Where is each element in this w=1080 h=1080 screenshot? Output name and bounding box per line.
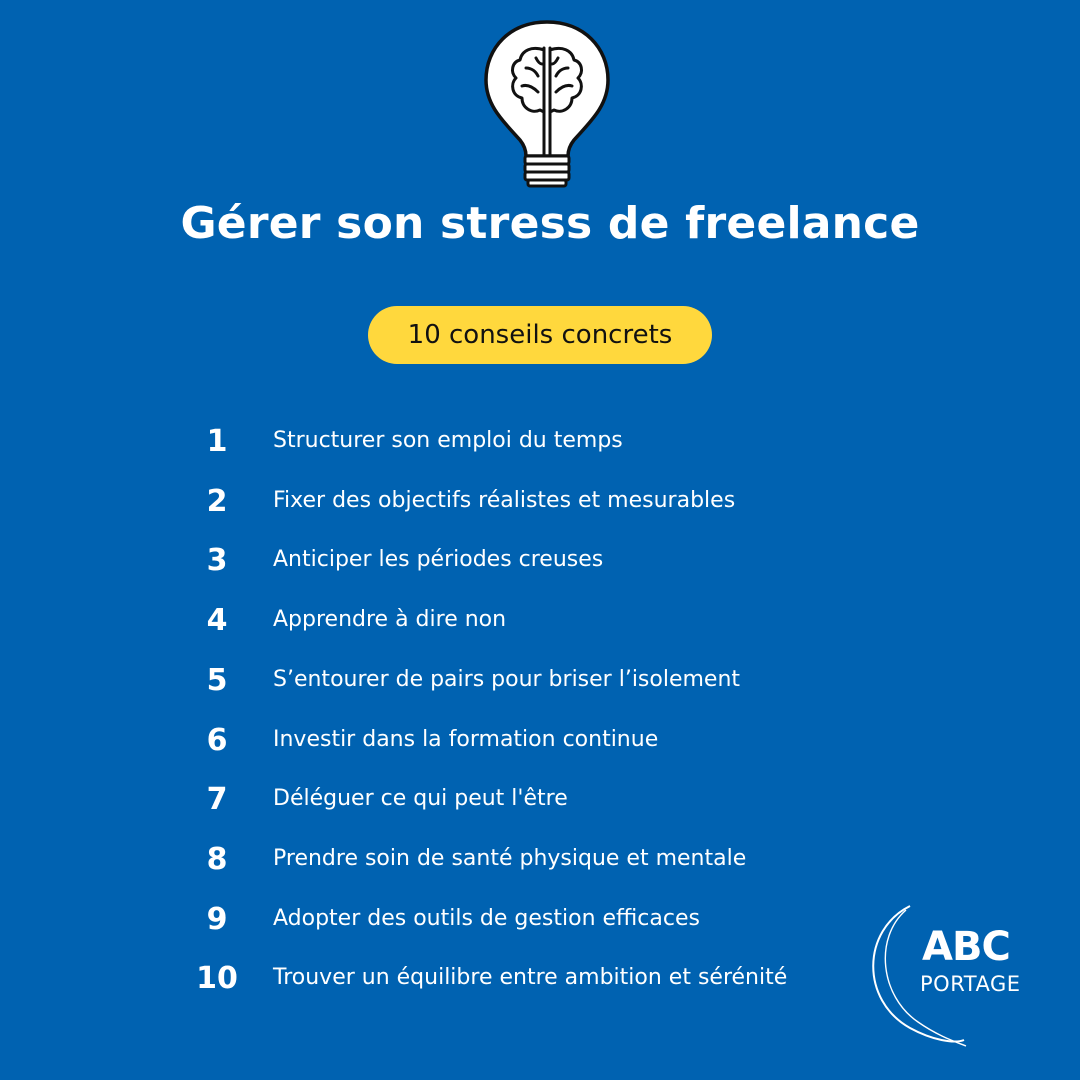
badge-label: 10 conseils concrets [407,320,673,350]
tip-label: Fixer des objectifs réalistes et mesurables [273,487,736,513]
tip-label: Investir dans la formation continue [273,726,659,752]
tip-number: 1 [206,424,228,459]
tip-label: Adopter des outils de gestion efficaces [273,905,700,931]
tip-label: Structurer son emploi du temps [273,428,623,453]
list-item [0,531,1080,587]
logo-portage-text: PORTAGE [920,972,1021,996]
list-item [0,770,1080,826]
tip-number: 3 [206,543,228,579]
list-item [0,711,1080,767]
lightbulb-brain-icon [482,18,612,188]
tip-label: Apprendre à dire non [273,607,507,633]
abc-portage-logo [852,900,1032,1050]
tip-number: 5 [206,662,228,698]
tip-label: Trouver un équilibre entre ambition et sérénité [273,965,788,991]
tip-number: 2 [206,483,228,519]
list-item [0,830,1080,886]
tip-label: Prendre soin de santé physique et mentale [273,845,747,871]
list-item [0,651,1080,707]
tip-label: Anticiper les périodes creuses [273,547,604,573]
tip-label: Déléguer ce qui peut l'être [273,786,568,812]
list-item [0,472,1080,528]
tip-number: 10 [196,961,238,997]
tip-number: 7 [206,782,228,818]
tip-label: S’entourer de pairs pour briser l’isolement [273,666,741,692]
subtitle-badge [368,306,712,364]
logo-abc-text: ABC [922,924,1010,970]
tip-number: 9 [206,901,228,937]
tip-number: 8 [206,841,228,877]
tip-number: 4 [206,603,228,639]
list-item [0,412,1080,468]
list-item [0,591,1080,647]
page-title: Gérer son stress de freelance [180,198,920,249]
tip-number: 6 [206,722,228,758]
